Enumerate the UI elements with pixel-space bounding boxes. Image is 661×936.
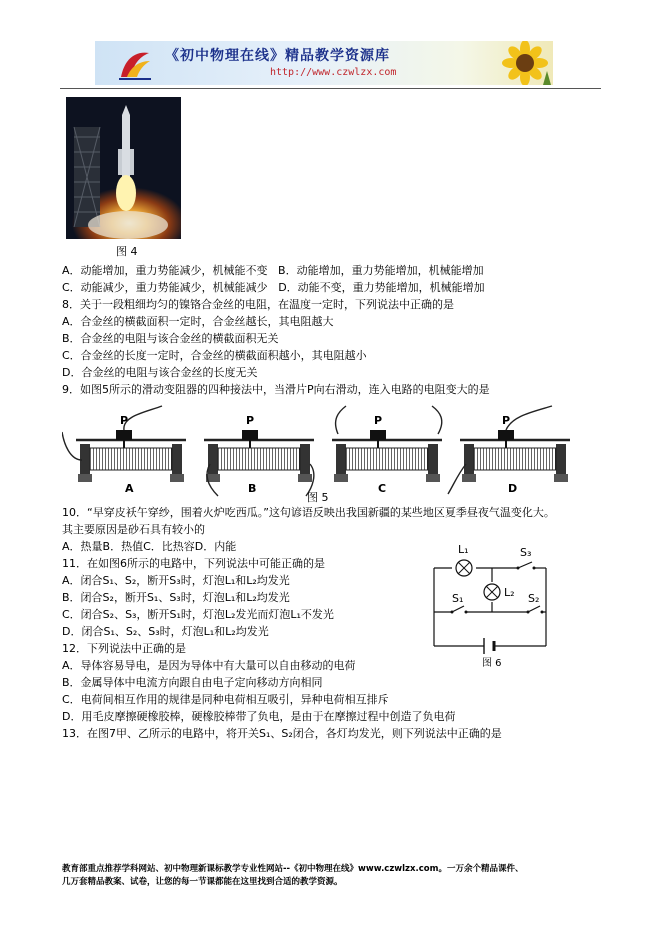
q11-option-c: C．闭合S₂、S₃，断开S₁时，灯泡L₂发光而灯泡L₁不发光 bbox=[62, 608, 334, 621]
q10-stem-line1: 10．“早穿皮袄午穿纱，围着火炉吃西瓜。”这句谚语反映出我国新疆的某些地区夏季昼夜气温变化大。 bbox=[62, 506, 555, 519]
rheostat-b bbox=[204, 414, 314, 496]
figure6-circuit bbox=[428, 540, 558, 668]
q13-stem: 13．在图7甲、乙所示的电路中，将开关S₁、S₂闭合，各灯均发光，则下列说法中正确的是 bbox=[62, 727, 502, 740]
rocket-launch-image bbox=[66, 97, 181, 239]
q9-stem: 9．如图5所示的滑动变阻器的四种接法中，当滑片P向右滑动，连入电路的电阻变大的是 bbox=[62, 383, 490, 396]
q12-option-b: B．金属导体中电流方向跟自由电子定向移动方向相同 bbox=[62, 676, 323, 689]
slider-p-c bbox=[370, 430, 386, 440]
label-l2: L₂ bbox=[504, 586, 515, 599]
lamp-l1-icon bbox=[456, 560, 472, 576]
q7-options-row2 bbox=[62, 281, 485, 295]
q10-stem-line2: 其主要原因是砂石具有较小的 bbox=[62, 523, 205, 536]
lamp-l2-icon bbox=[484, 584, 500, 600]
page-footer bbox=[62, 863, 602, 889]
q8-option-b: B．合金丝的电阻与该合金丝的横截面积无关 bbox=[62, 332, 279, 345]
label-s2: S₂ bbox=[528, 592, 540, 605]
q12-option-c: C．电荷间相互作用的规律是同种电荷相互吸引，异种电荷相互排斥 bbox=[62, 693, 389, 706]
rheostat-a bbox=[62, 406, 186, 482]
slider-p-d bbox=[498, 430, 514, 440]
header-divider bbox=[60, 88, 601, 89]
slider-label-c: P bbox=[374, 414, 383, 427]
label-b: B bbox=[248, 482, 257, 495]
slider-label-b: P bbox=[246, 414, 255, 427]
q8-stem: 8．关于一段粗细均匀的镍铬合金丝的电阻，在温度一定时，下列说法中正确的是 bbox=[62, 298, 454, 311]
footer-line1: 教育部重点推荐学科网站、初中物理新课标教学专业性网站--《初中物理在线》www.czwlzx.com。一万余个精品课件、 bbox=[62, 864, 524, 874]
sunflower-icon bbox=[495, 41, 553, 85]
q10-options: A．热量B．热值C．比热容D．内能 bbox=[62, 540, 237, 553]
label-d: D bbox=[508, 482, 518, 495]
slider-p-a bbox=[116, 430, 132, 440]
q11-option-d: D．闭合S₁、S₂、S₃时，灯泡L₁和L₂均发光 bbox=[62, 625, 269, 638]
banner-url: http://www.czwlzx.com bbox=[270, 67, 397, 78]
rocket-launch-photo bbox=[66, 97, 181, 239]
slider-p-b bbox=[242, 430, 258, 440]
rheostat-c bbox=[332, 406, 442, 482]
q11-option-a: A．闭合S₁、S₂，断开S₃时，灯泡L₁和L₂均发光 bbox=[62, 574, 290, 587]
q7-option-d: D．动能不变，重力势能增加，机械能增加 bbox=[278, 281, 485, 294]
q7-option-b: B．动能增加，重力势能增加，机械能增加 bbox=[278, 264, 484, 277]
q12-stem: 12．下列说法中正确的是 bbox=[62, 642, 186, 655]
label-s1: S₁ bbox=[452, 592, 464, 605]
q11-option-b: B．闭合S₂，断开S₁、S₃时，灯泡L₁和L₂均发光 bbox=[62, 591, 290, 604]
q7-option-a: A．动能增加，重力势能减少，机械能不变 bbox=[62, 264, 268, 277]
q7-option-c: C．动能减少，重力势能减少，机械能减少 bbox=[62, 281, 268, 294]
q12-option-d: D．用毛皮摩擦硬橡胶棒，硬橡胶棒带了负电，是由于在摩擦过程中创造了负电荷 bbox=[62, 710, 456, 723]
q8-option-d: D．合金丝的电阻与该合金丝的长度无关 bbox=[62, 366, 258, 379]
battery-icon bbox=[484, 638, 494, 654]
label-a: A bbox=[125, 482, 134, 495]
q11-stem: 11．在如图6所示的电路中，下列说法中可能正确的是 bbox=[62, 557, 325, 570]
footer-line2: 几万套精品教案、试卷，让您的每一节课都能在这里找到合适的教学资源。 bbox=[62, 877, 343, 887]
label-c: C bbox=[378, 482, 387, 495]
figure4-caption: 图 4 bbox=[116, 245, 138, 258]
banner-title: 《初中物理在线》精品教学资源库 bbox=[165, 48, 390, 64]
q7-options-row1 bbox=[62, 264, 484, 278]
q12-option-a: A．导体容易导电，是因为导体中有大量可以自由移动的电荷 bbox=[62, 659, 356, 672]
site-logo-icon bbox=[117, 47, 153, 81]
slider-label-a: P bbox=[120, 414, 129, 427]
rheostat-d bbox=[448, 406, 570, 494]
header-banner bbox=[95, 41, 553, 85]
q8-option-a: A．合金丝的横截面积一定时，合金丝越长，其电阻越大 bbox=[62, 315, 334, 328]
label-l1: L₁ bbox=[458, 543, 469, 556]
q8-option-c: C．合金丝的长度一定时，合金丝的横截面积越小，其电阻越小 bbox=[62, 349, 367, 362]
label-s3: S₃ bbox=[520, 546, 532, 559]
figure5-caption: 图 5 bbox=[307, 491, 329, 504]
figure6-caption: 图 6 bbox=[482, 658, 502, 668]
slider-label-d: P bbox=[502, 414, 511, 427]
